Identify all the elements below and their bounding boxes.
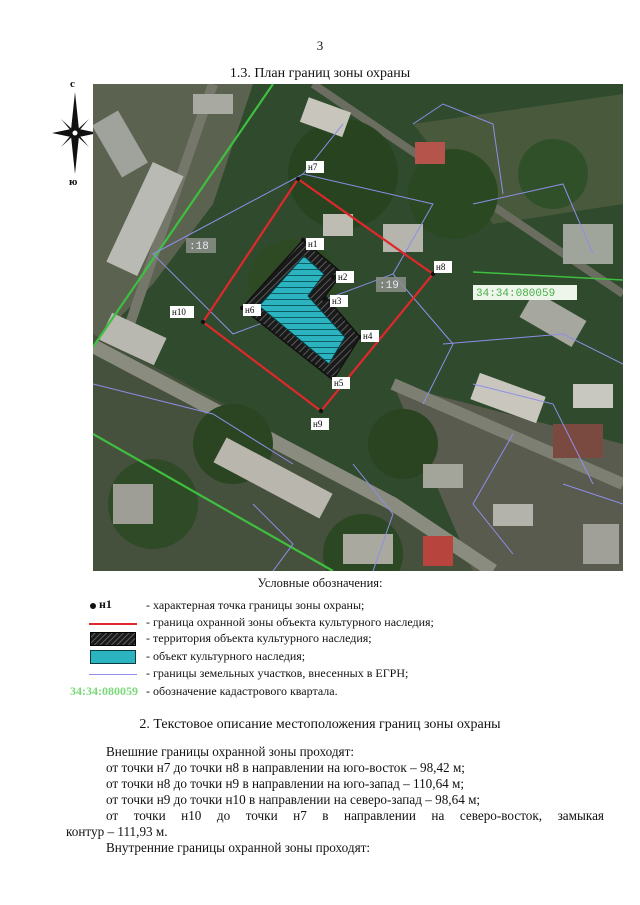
boundary-line-4b: контур – 111,93 м.: [66, 824, 168, 839]
point-label-n5: н5: [334, 378, 344, 388]
point-label-n9: н9: [313, 419, 323, 429]
point-label-n3: н3: [332, 296, 342, 306]
legend-title: Условные обозначения:: [257, 576, 383, 590]
legend-text-zone-border: - граница охранной зоны объекта культурного наследия;: [146, 615, 434, 629]
legend-row-point: [60, 597, 620, 615]
boundary-line-4a: от точки н10 до точки н7 в направлении на северо-восток, замыкая: [106, 808, 604, 823]
boundary-line-1: от точки н7 до точки н8 в направлении на юго-восток – 98,42 м;: [106, 760, 465, 775]
legend-point-symbol: [78, 597, 148, 615]
parcel-label-19: :19: [379, 280, 399, 292]
satellite-image: [93, 84, 623, 571]
point-label-n10: н10: [172, 307, 186, 317]
point-label-n2: н2: [338, 272, 348, 282]
compass-north-label: с: [70, 78, 75, 90]
page-number: 3: [316, 38, 324, 53]
point-dot-icon: [90, 603, 96, 609]
boundary-line-3: от точки н9 до точки н10 в направлении на северо-запад – 98,64 м;: [106, 792, 481, 807]
legend-text-object: - объект культурного наследия;: [146, 649, 306, 663]
legend-point-label: н1: [99, 597, 112, 611]
legend-row-quarter: [60, 683, 620, 701]
section-2-title: 2. Текстовое описание местоположения границ зоны охраны: [139, 717, 501, 732]
point-label-n7: н7: [308, 162, 318, 172]
section-title: 1.3. План границ зоны охраны: [229, 66, 411, 81]
cadastral-map: [93, 84, 623, 571]
compass-rose-icon: [52, 92, 98, 174]
legend-text-quarter: - обозначение кадастрового квартала.: [146, 684, 338, 698]
point-label-n8: н8: [436, 262, 446, 272]
point-label-n4: н4: [363, 331, 373, 341]
inner-heading: Внутренние границы охранной зоны проходят:: [106, 840, 371, 855]
compass: [52, 78, 98, 198]
cadastral-quarter-label: 34:34:080059: [476, 288, 556, 300]
point-label-n1: н1: [308, 239, 318, 249]
legend-teal-box-icon: [78, 648, 148, 666]
boundary-line-2: от точки н8 до точки н9 в направлении на юго-запад – 110,64 м;: [106, 776, 465, 791]
legend-row-object: [60, 648, 620, 666]
legend-hatch-icon: [78, 630, 148, 648]
compass-south-label: ю: [69, 176, 78, 188]
legend-cadastral-code: 34:34:080059: [70, 684, 138, 698]
legend-row-parcels: [60, 665, 620, 683]
legend-text-territory: - территория объекта культурного наследия;: [146, 631, 372, 645]
legend-text-parcels: - границы земельных участков, внесенных в ЕГРН;: [146, 666, 409, 680]
outer-heading: Внешние границы охранной зоны проходят:: [106, 744, 355, 759]
parcel-label-18: :18: [189, 241, 209, 253]
legend-row-territory: [60, 630, 620, 648]
legend-text-point: - характерная точка границы зоны охраны;: [146, 598, 365, 612]
legend-blue-line-icon: [78, 665, 148, 683]
point-label-n6: н6: [245, 305, 255, 315]
